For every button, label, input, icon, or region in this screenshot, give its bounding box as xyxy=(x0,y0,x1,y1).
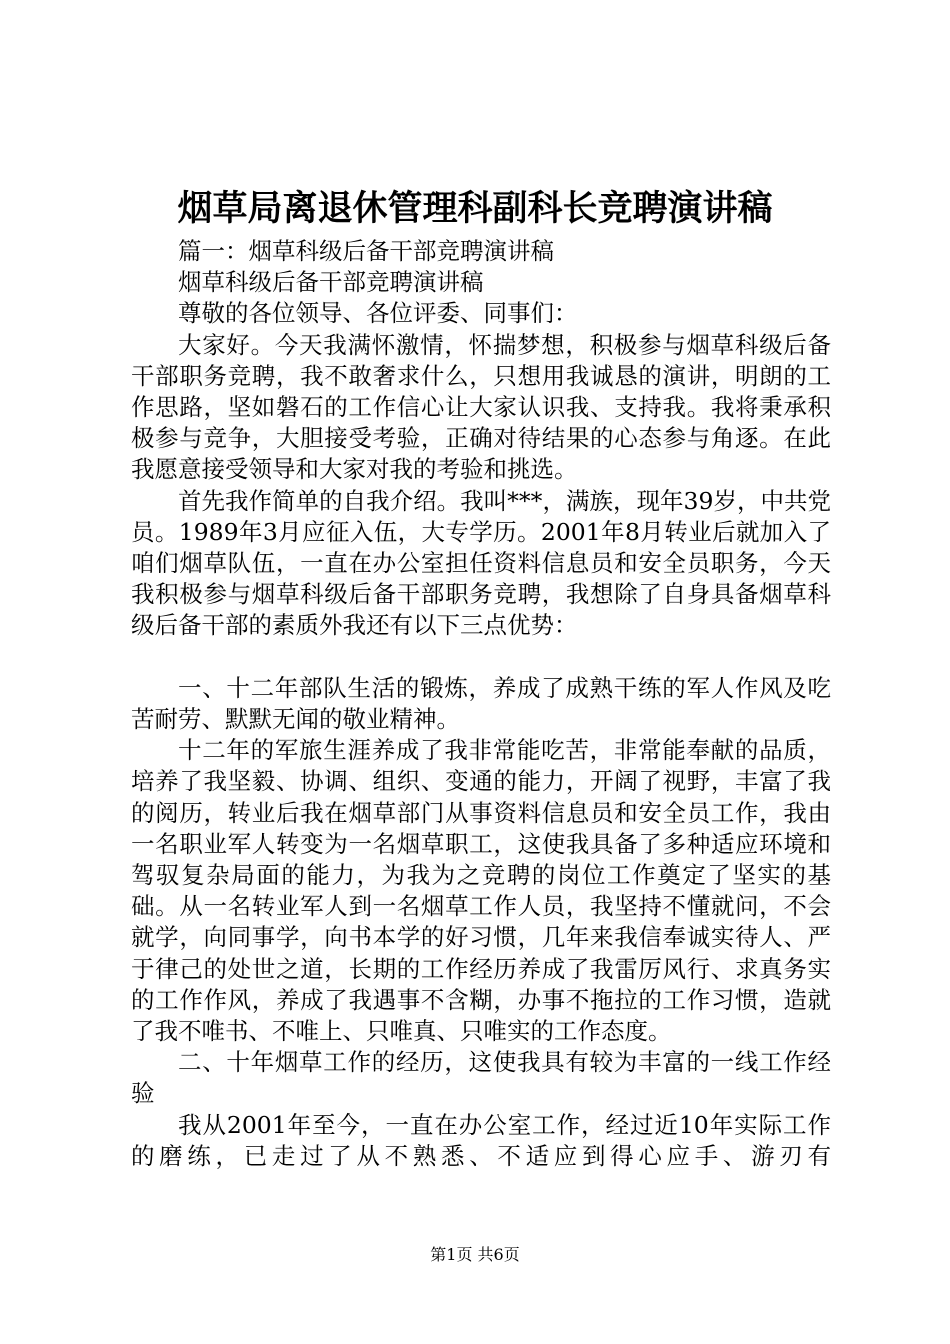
document-title: 烟草局离退休管理科副科长竞聘演讲稿 xyxy=(177,188,773,229)
point-one-heading: 一、十二年部队生活的锻炼，养成了成熟干练的军人作风及吃苦耐劳、默默无闻的敬业精神。 xyxy=(131,673,831,734)
paragraph-experience: 我从2001年至今，一直在办公室工作，经过近10年实际工作的磨练，已走过了从不熟悉、不适应到得心应手、游刃有 xyxy=(131,1110,831,1170)
paragraph-military: 十二年的军旅生涯养成了我非常能吃苦，非常能奉献的品质，培养了我坚毅、协调、组织、变通的能力，开阔了视野，丰富了我的阅历，转业后我在烟草部门从事资料信息员和安全员工作，我由一名职业军人转变为一名烟草职工，这使我具备了多种适应环境和驾驭复杂局面的能力，为我为之竞聘的岗位工作奠定了坚实的基础。从一名转业军人到一名烟草工作人员，我坚持不懂就问，不会就学，向同事学，向书本学的好习惯，几年来我信奉诚实待人、严于律己的处世之道，长期的工作经历养成了我雷厉风行、求真务实的工作作风，养成了我遇事不含糊，办事不拖拉的工作习惯，造就了我不唯书、不唯上、只唯真、只唯实的工作态度。 xyxy=(131,736,831,1046)
blank-line xyxy=(131,642,831,673)
speech-title: 烟草科级后备干部竞聘演讲稿 xyxy=(178,268,484,297)
point-two-heading: 二、十年烟草工作的经历，这使我具有较为丰富的一线工作经验 xyxy=(131,1048,831,1108)
paragraph-greeting: 大家好。今天我满怀激情，怀揣梦想，积极参与烟草科级后备干部职务竞聘，我不敢奢求什么，只想用我诚恳的演讲，明朗的工作思路，坚如磐石的工作信心让大家认识我、支持我。我将秉承积极参与竞争，大胆接受考验，正确对待结果的心态参与角逐。在此我愿意接受领导和大家对我的考验和挑选。 xyxy=(131,330,831,484)
page-footer: 第1页 共6页 xyxy=(430,1245,520,1264)
paragraph-self-intro: 首先我作简单的自我介绍。我叫***，满族，现年39岁，中共党员。1989年3月应征入伍，大专学历。2001年8月转业后就加入了咱们烟草队伍，一直在办公室担任资料信息员和安全员职务，今天我积极参与烟草科级后备干部职务竞聘，我想除了自身具备烟草科级后备干部的素质外我还有以下三点优势： xyxy=(131,486,831,640)
salutation: 尊敬的各位领导、各位评委、同事们： xyxy=(178,299,578,328)
section-heading: 篇一：烟草科级后备干部竞聘演讲稿 xyxy=(178,237,554,265)
document-body xyxy=(131,236,831,1172)
